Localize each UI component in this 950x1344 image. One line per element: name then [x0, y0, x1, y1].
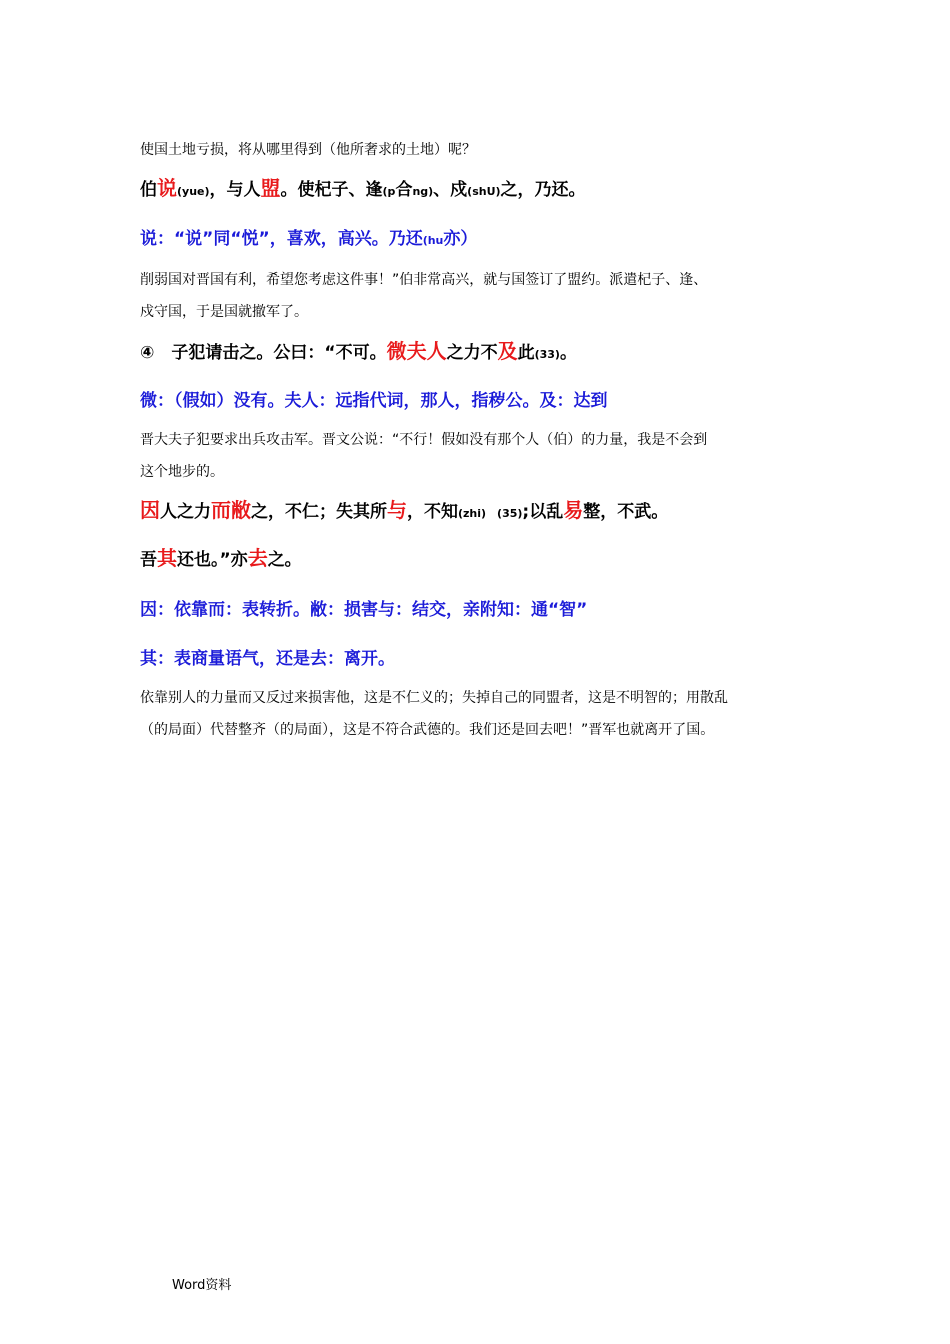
translation-line: （的局面）代替整齐（的局面），这是不符合武德的。我们还是回去吧！”晋军也就离开了国。: [140, 722, 715, 738]
original-text-line: [140, 172, 586, 201]
highlighted-word: 易: [563, 498, 584, 522]
highlighted-word: 因: [140, 498, 160, 522]
pronunciation-note: ng): [412, 185, 434, 198]
highlighted-word: 而敝: [211, 498, 251, 522]
text-segment: ，不知: [407, 502, 458, 522]
text-segment: 之，乃还。: [500, 180, 586, 200]
pronunciation-note: (hu: [422, 234, 444, 247]
text-segment: ，与人: [209, 180, 261, 200]
annotation-line: [140, 224, 477, 249]
text-segment: 此: [517, 343, 535, 363]
text-segment: 之力不: [446, 343, 498, 363]
page-footer: Word资料: [172, 1278, 232, 1293]
pronunciation-note: (yue): [177, 185, 210, 198]
text-segment: ;以乱: [522, 502, 564, 522]
highlighted-word: 及: [497, 339, 518, 363]
text-segment: 说：“说”同“悦”，喜欢，高兴。乃还: [140, 229, 423, 249]
original-text-line: [140, 542, 302, 571]
highlighted-word: 去: [247, 546, 268, 570]
text-segment: 。: [559, 343, 577, 363]
pronunciation-note: (shU): [467, 185, 501, 198]
text-segment: 合: [395, 180, 413, 200]
highlighted-word: 盟: [260, 176, 281, 200]
translation-line: 依靠别人的力量而又反过来损害他，这是不仁义的；失掉自己的同盟者，这是不明智的；用散乱: [140, 690, 728, 706]
text-segment: 还也。”亦: [177, 550, 248, 570]
pronunciation-note: (p: [382, 185, 396, 198]
original-text-line: [140, 494, 668, 523]
text-segment: ④ 子犯请击之。公曰：“不可。: [140, 343, 387, 363]
text-segment: 整，不武。: [583, 502, 669, 522]
annotation-line: 其：表商量语气，还是去：离开。: [140, 649, 395, 669]
highlighted-word: 说: [157, 176, 177, 200]
translation-line: 晋大夫子犯要求出兵攻击军。晋文公说：“不行！假如没有那个人（伯）的力量，我是不会到: [140, 432, 708, 448]
pronunciation-note: (33): [534, 348, 560, 361]
annotation-line: 微：（假如）没有。夫人：远指代词，那人，指秽公。及：达到: [140, 391, 608, 411]
translation-line: 戍守国，于是国就撤军了。: [140, 304, 308, 320]
text-segment: 人之力: [160, 502, 211, 522]
text-segment: 吾: [140, 550, 157, 570]
translation-line: 使国土地亏损，将从哪里得到（他所奢求的土地）呢？: [140, 142, 476, 158]
translation-line: 这个地步的。: [140, 464, 224, 480]
pronunciation-note: (zhi) (35): [458, 507, 523, 520]
annotation-line: 因：依靠而：表转折。敝：损害与：结交，亲附知：通“智”: [140, 600, 588, 620]
highlighted-word: 与: [387, 498, 407, 522]
highlighted-word: 其: [157, 546, 177, 570]
original-text-line: [140, 335, 577, 364]
text-segment: 。使杞子、逢: [280, 180, 383, 200]
text-segment: 之。: [267, 550, 302, 570]
text-segment: 之，不仁；失其所: [251, 502, 387, 522]
translation-line: 削弱国对晋国有利，希望您考虑这件事！”伯非常高兴，就与国签订了盟约。派遣杞子、逢、: [140, 272, 708, 288]
highlighted-word: 微夫人: [386, 339, 447, 363]
text-segment: 亦）: [443, 229, 478, 249]
text-segment: 、戍: [433, 180, 468, 200]
text-segment: 伯: [140, 180, 157, 200]
